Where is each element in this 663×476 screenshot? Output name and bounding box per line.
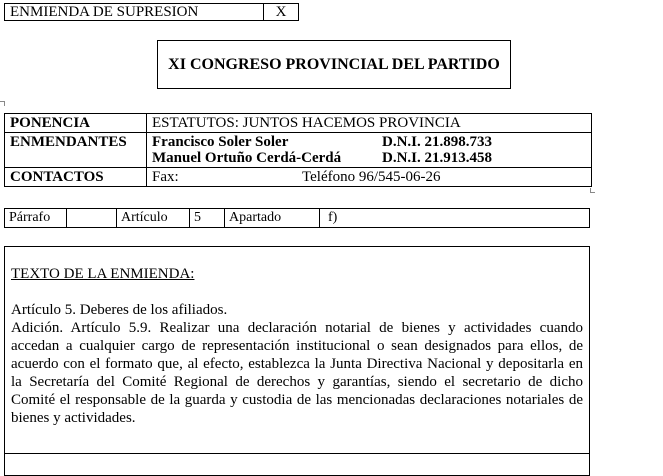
apartado-label: Apartado [225,209,320,227]
amendment-article-line: Artículo 5. Deberes de los afiliados. [11,302,228,318]
enmendante-name: Francisco Soler Soler [152,134,289,150]
enmendantes-label: ENMENDANTES [5,133,147,168]
articulo-value: 5 [190,209,225,227]
enmendante-dni: D.N.I. 21.898.733 [382,134,493,150]
parrafo-label: Párrafo [5,209,67,227]
enmendante-dni: D.N.I. 21.913.458 [382,150,493,166]
contactos-label: CONTACTOS [5,168,147,187]
amendment-type-label: ENMIENDA DE SUPRESION [5,4,264,20]
enmendantes-list [147,133,592,168]
ponencia-table [4,113,592,187]
ponencia-value: ESTATUTOS: JUNTOS HACEMOS PROVINCIA [147,114,592,133]
phone-value: Teléfono 96/545-06-26 [302,169,441,185]
contactos-row [5,168,592,187]
text-box-divider [5,453,589,454]
amendment-type-mark: X [275,4,287,20]
enmendante-1 [152,134,591,150]
congress-title-box [157,40,511,89]
parrafo-value [67,209,117,227]
ponencia-row [5,114,592,133]
reference-row [4,208,590,228]
enmendante-name: Manuel Ortuño Cerdá-Cerdá [152,150,342,166]
apartado-value: f) [328,210,338,225]
congress-title: XI CONGRESO PROVINCIAL DEL PARTIDO [168,55,500,73]
amendment-type-box [4,3,299,21]
amendment-text-box [4,246,590,476]
contactos-value [147,168,592,187]
fax-label: Fax: [152,169,179,185]
amendment-text-heading: TEXTO DE LA ENMIENDA: [11,266,195,282]
articulo-label: Artículo [117,209,190,227]
corner-mark-bottom-right [590,188,595,193]
enmendantes-row [5,133,592,168]
corner-mark-top-left [0,101,5,106]
amendment-body: Adición. Artículo 5.9. Realizar una declaración notarial de bienes y actividades cuando accedan a cualquier cargo de representación institucional o sean designados para ellos, de acuerdo con el formato que, al efecto, establezca la Junta Directiva Nacional y depositarla en la Secretaría del Comité Regional de derechos y garantías, siendo el secretario de dicho Comité el responsable de la guarda y custodia de las mencionadas declaraciones notariales de bienes y actividades. [11,320,583,426]
ponencia-label: PONENCIA [5,114,147,133]
enmendante-2 [152,150,591,166]
